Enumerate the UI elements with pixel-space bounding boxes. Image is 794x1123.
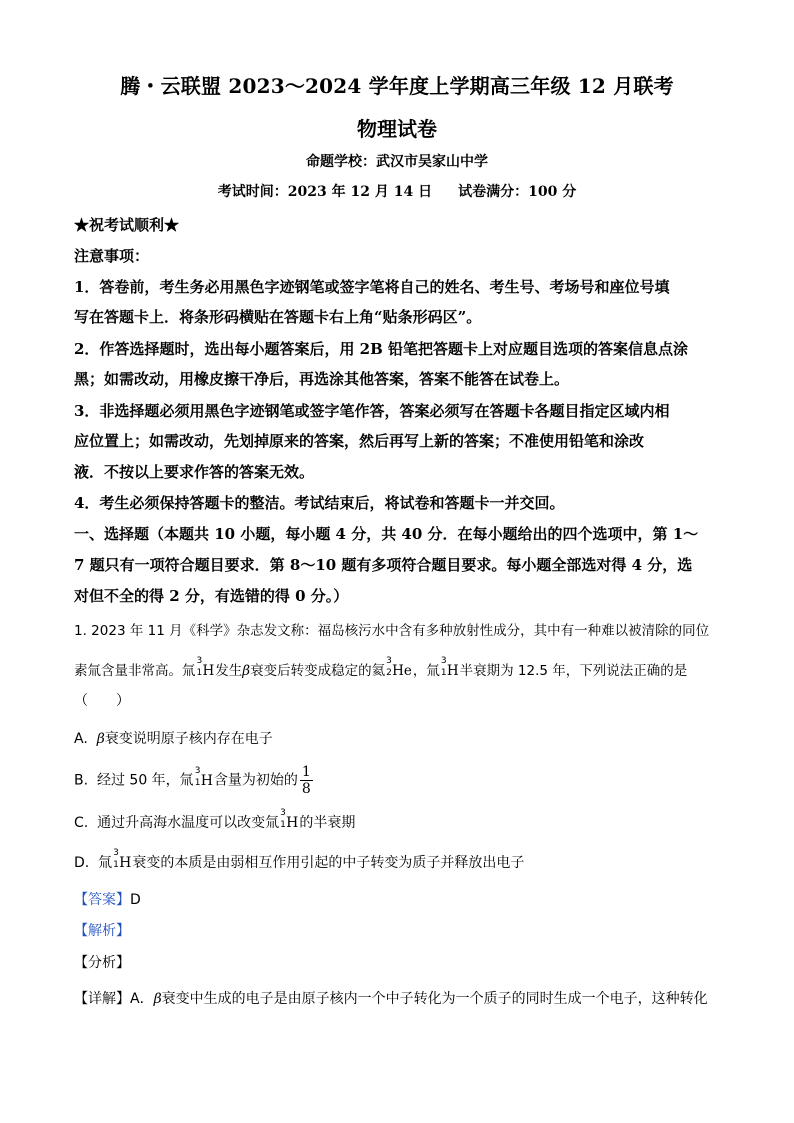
section1-line-2: 7 题只有一项符合题目要求．第 8～10 题有多项符合题目要求。每小题全部选对得 4 分，选 xyxy=(74,556,693,574)
section1-line-3: 对但不全的得 2 分，有选错的得 0 分。） xyxy=(74,587,349,605)
answer-line xyxy=(74,889,141,909)
full-score: 试卷满分：100 分 xyxy=(458,184,577,200)
notice-item-3-line-3: 液．不按以上要求作答的答案无效。 xyxy=(74,463,315,481)
school-line: 命题学校：武汉市吴家山中学 xyxy=(306,154,488,170)
detail-line: 【详解】A．β衰变中生成的电子是由原子核内一个中子转化为一个质子的同时生成一个电子，这种转化 xyxy=(74,991,708,1007)
tritium-nuclide: 3 1 H xyxy=(196,656,215,679)
detail-tag: 【详解】 xyxy=(74,991,130,1007)
subject-title: 物理试卷 xyxy=(357,117,437,141)
answer-value: D xyxy=(130,892,141,908)
fenxi-tag: 【分析】 xyxy=(74,955,130,971)
exam-time: 考试时间：2023 年 12 月 14 日 xyxy=(217,184,433,200)
exam-info-line xyxy=(0,181,794,201)
q1-blank: （ ） xyxy=(74,693,130,709)
notice-item-3-line-1: 3．非选择题必须用黑色字迹钢笔或签字笔作答，答案必须写在答题卡各题目指定区域内相 xyxy=(74,402,670,420)
q1-option-c: C. 通过升高海水温度可以改变氚 3 1 H的半衰期 xyxy=(74,808,356,831)
exam-title: 腾・云联盟 2023～2024 学年度上学期高三年级 12 月联考 xyxy=(120,74,674,98)
wish-line: ★祝考试顺利★ xyxy=(74,216,180,234)
notice-item-3-line-2: 应位置上；如需改动，先划掉原来的答案，然后再写上新的答案；不准使用铅笔和涂改 xyxy=(74,432,645,450)
answer-tag: 【答案】 xyxy=(74,892,130,908)
notice-item-2-line-2: 黑；如需改动，用橡皮擦干净后，再选涂其他答案，答案不能答在试卷上。 xyxy=(74,370,570,388)
section1-line-1: 一、选择题（本题共 10 小题，每小题 4 分，共 40 分．在每小题给出的四个选项中，第 1～ xyxy=(74,525,699,543)
notice-item-1-line-1: 1．答卷前，考生务必用黑色字迹钢笔或签字笔将自己的姓名、考生号、考场号和座位号填 xyxy=(74,278,670,296)
q1-option-a: A. β衰变说明原子核内存在电子 xyxy=(74,731,273,747)
q1-option-d: D. 氚 3 1 H衰变的本质是由弱相互作用引起的中子转变为质子并释放出电子 xyxy=(74,848,525,871)
q1-option-b: B. 经过 50 年，氚 3 1 H含量为初始的 $\frac{1}{8}$ xyxy=(74,764,311,797)
notice-item-4: 4．考生必须保持答题卡的整洁。考试结束后，将试卷和答题卡一并交回。 xyxy=(74,494,565,512)
helium-nuclide: 3 2 He xyxy=(386,656,412,679)
tritium-nuclide: 3 1 H xyxy=(440,656,459,679)
notice-item-2-line-1: 2．作答选择题时，选出每小题答案后，用 2B 铅笔把答题卡上对应题目选项的答案信息点涂 xyxy=(74,340,689,358)
fraction-one-eighth: $\frac{1}{8}$ xyxy=(301,764,311,797)
notice-item-1-line-2: 写在答题卡上．将条形码横贴在答题卡右上角“贴条形码区”。 xyxy=(74,308,482,326)
q1-stem-line-1: 1. 2023 年 11 月《科学》杂志发文称：福岛核污水中含有多种放射性成分，其中有一种难以被清除的同位 xyxy=(74,623,710,639)
analysis-tag: 【解析】 xyxy=(74,923,130,939)
q1-stem-line-2: 素氚含量非常高。氚 3 1 H发生β衰变后转变成稳定的氦 3 2 He，氚 3 1 H半衰期为 12.5 年，下列说法正确的是 xyxy=(74,656,688,679)
notice-heading: 注意事项： xyxy=(74,247,150,265)
